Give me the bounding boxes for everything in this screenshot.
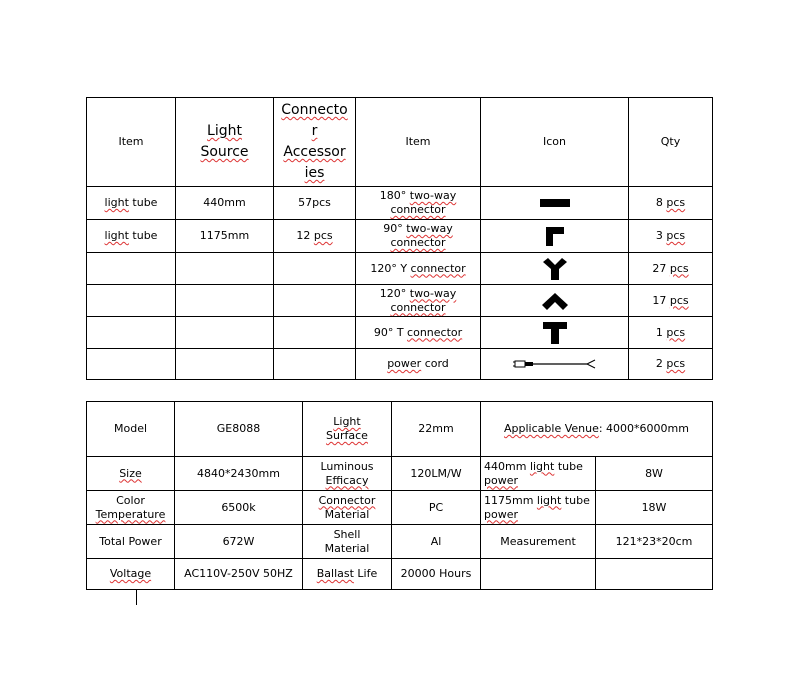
header-qty: Qty [629, 98, 713, 187]
table-row [87, 253, 713, 285]
header-light-source: Light Source [176, 98, 274, 187]
cell-light-source [176, 253, 274, 285]
header-connector-accessories: Connecto r Accessor ies [274, 98, 356, 187]
tube-440-power-value: 8W [596, 457, 713, 491]
voltage-value: AC110V-250V 50HZ [175, 559, 303, 590]
table-row [87, 285, 713, 317]
table-row [87, 491, 713, 525]
color-temperature-label: Color Temperature [87, 491, 175, 525]
shell-material-label: Shell Material [303, 525, 392, 559]
text-cursor[interactable] [136, 589, 137, 605]
applicable-venue: Applicable Venue: 4000*6000mm [481, 402, 713, 457]
cell-item: light tube [87, 220, 176, 253]
connector-material-value: PC [392, 491, 481, 525]
cell-connector-accessories [274, 349, 356, 380]
cell-qty: 17 pcs [629, 285, 713, 317]
model-label: Model [87, 402, 175, 457]
size-label: Size [87, 457, 175, 491]
table-row [87, 187, 713, 220]
cell-connector-accessories [274, 285, 356, 317]
table-row [87, 349, 713, 380]
cell-connector-name: 120° two-way connector [356, 285, 481, 317]
cell-connector-name: 90° T connector [356, 317, 481, 349]
power-cord-icon [513, 357, 597, 371]
cell-light-source [176, 285, 274, 317]
total-power-value: 672W [175, 525, 303, 559]
empty-cell [481, 559, 596, 590]
cell-connector-accessories: 12 pcs [274, 220, 356, 253]
l-connector-icon [540, 224, 570, 248]
total-power-label: Total Power [87, 525, 175, 559]
table-row [87, 317, 713, 349]
cell-light-source: 1175mm [176, 220, 274, 253]
straight-connector-icon [538, 196, 572, 210]
voltage-label: Voltage [87, 559, 175, 590]
shell-material-value: Al [392, 525, 481, 559]
color-temperature-value: 6500k [175, 491, 303, 525]
cell-qty: 8 pcs [629, 187, 713, 220]
measurement-value: 121*23*20cm [596, 525, 713, 559]
cell-qty: 27 pcs [629, 253, 713, 285]
cell-connector-accessories [274, 253, 356, 285]
light-surface-value: 22mm [392, 402, 481, 457]
cell-icon [481, 253, 629, 285]
luminous-efficacy-label: Luminous Efficacy [303, 457, 392, 491]
cell-connector-name: 90° two-way connector [356, 220, 481, 253]
cell-connector-accessories: 57pcs [274, 187, 356, 220]
cell-connector-accessories [274, 317, 356, 349]
angle-connector-icon [540, 290, 570, 312]
y-connector-icon [540, 256, 570, 282]
table-row [87, 559, 713, 590]
cell-item: light tube [87, 187, 176, 220]
tube-1175-power-value: 18W [596, 491, 713, 525]
cell-qty: 3 pcs [629, 220, 713, 253]
table-header-row [87, 98, 713, 187]
size-value: 4840*2430mm [175, 457, 303, 491]
specifications-table [86, 401, 713, 590]
ballast-life-value: 20000 Hours [392, 559, 481, 590]
connector-material-label: Connector Material [303, 491, 392, 525]
cell-qty: 1 pcs [629, 317, 713, 349]
cell-icon [481, 220, 629, 253]
table-row [87, 457, 713, 491]
model-value: GE8088 [175, 402, 303, 457]
table-row [87, 220, 713, 253]
header-icon: Icon [481, 98, 629, 187]
cell-light-source [176, 349, 274, 380]
cell-item [87, 253, 176, 285]
cell-icon [481, 285, 629, 317]
cell-item [87, 317, 176, 349]
cell-connector-name: 180° two-way connector [356, 187, 481, 220]
cell-icon [481, 349, 629, 380]
table-row [87, 402, 713, 457]
tube-1175-power-label: 1175mm light tube power [481, 491, 596, 525]
cell-icon [481, 187, 629, 220]
tube-440-power-label: 440mm light tube power [481, 457, 596, 491]
connector-parts-table [86, 97, 713, 380]
empty-cell [596, 559, 713, 590]
header-item: Item [87, 98, 176, 187]
luminous-efficacy-value: 120LM/W [392, 457, 481, 491]
cell-connector-name: 120° Y connector [356, 253, 481, 285]
cell-qty: 2 pcs [629, 349, 713, 380]
cell-light-source: 440mm [176, 187, 274, 220]
cell-item [87, 349, 176, 380]
cell-light-source [176, 317, 274, 349]
cell-connector-name: power cord [356, 349, 481, 380]
table-row [87, 525, 713, 559]
light-surface-label: Light Surface [303, 402, 392, 457]
t-connector-icon [540, 320, 570, 346]
cell-icon [481, 317, 629, 349]
cell-item [87, 285, 176, 317]
ballast-life-label: Ballast Life [303, 559, 392, 590]
header-item-2: Item [356, 98, 481, 187]
measurement-label: Measurement [481, 525, 596, 559]
